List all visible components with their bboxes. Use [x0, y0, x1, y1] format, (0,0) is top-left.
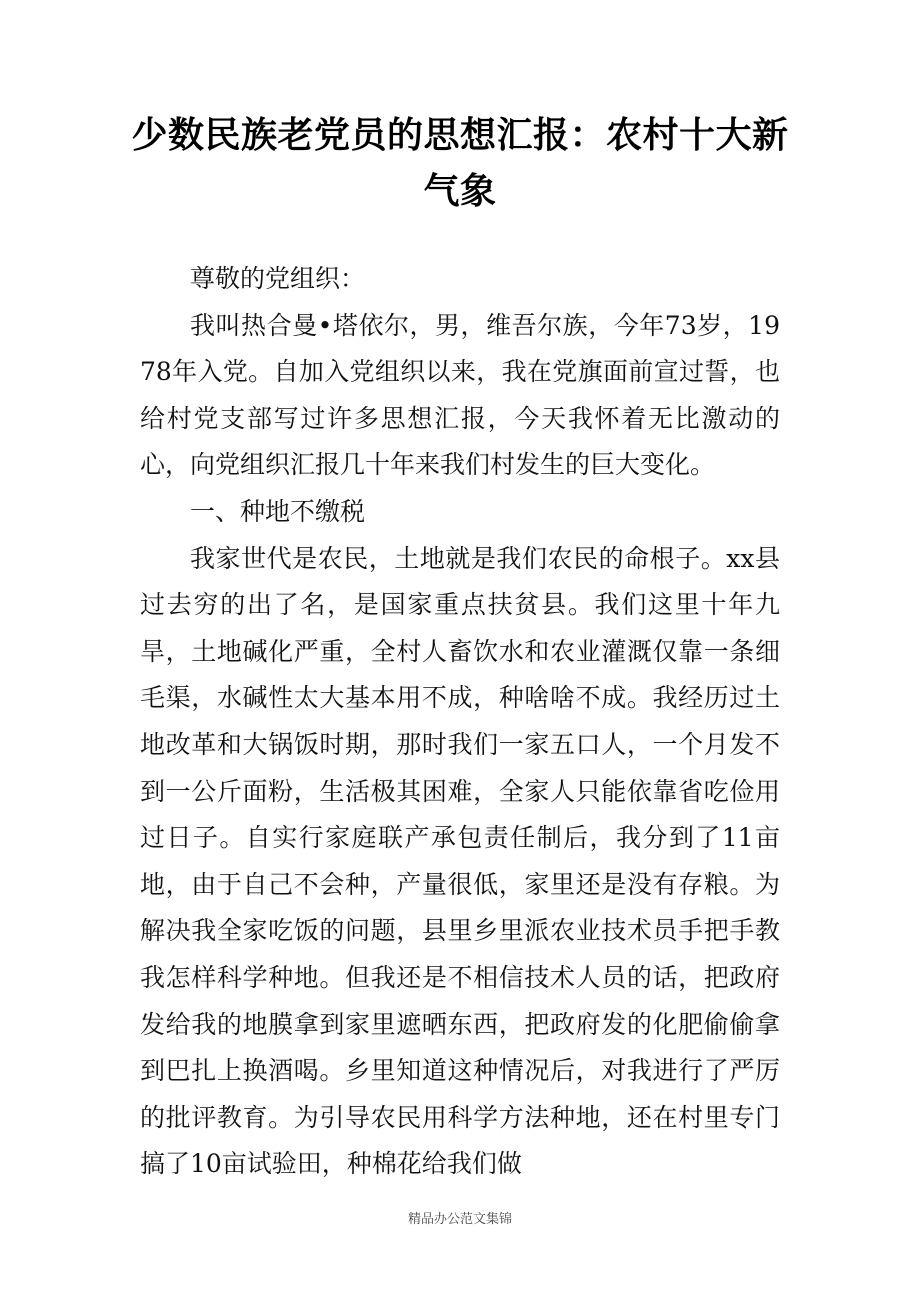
- document-title: 少数民族老党员的思想汇报：农村十大新气象: [131, 115, 789, 212]
- salutation: 尊敬的党组织：: [190, 264, 366, 293]
- document-body: [140, 256, 780, 1188]
- paragraph-introduction: 我叫热合曼•塔依尔，男，维吾尔族，今年73岁，1978年入党。自加入党组织以来，我在党旗面前宣过誓，也给村党支部写过许多思想汇报，今天我怀着无比激动的心，向党组织汇报几十年来我们村发生的巨大变化。: [140, 310, 780, 480]
- page-footer: 精品办公范文集锦: [407, 1212, 512, 1227]
- paragraph-farming: 我家世代是农民，土地就是我们农民的命根子。xx县过去穷的出了名，是国家重点扶贫县。我们这里十年九旱，土地碱化严重，全村人畜饮水和农业灌溉仅靠一条细毛渠，水碱性太大基本用不成，种啥啥不成。我经历过土地改革和大锅饭时期，那时我们一家五口人，一个月发不到一公斤面粉，生活极其困难，全家人只能依靠省吃俭用过日子。自实行家庭联产承包责任制后，我分到了11亩地，由于自己不会种，产量很低，家里还是没有存粮。为解决我全家吃饭的问题，县里乡里派农业技术员手把手教我怎样科学种地。但我还是不相信技术人员的话，把政府发给我的地膜拿到家里遮晒东西，把政府发的化肥偷偷拿到巴扎上换酒喝。乡里知道这种情况后，对我进行了严厉的批评教育。为引导农民用科学方法种地，还在村里专门搞了10亩试验田，种棉花给我们做: [140, 543, 780, 1179]
- section-heading: 一、种地不缴税: [190, 496, 366, 526]
